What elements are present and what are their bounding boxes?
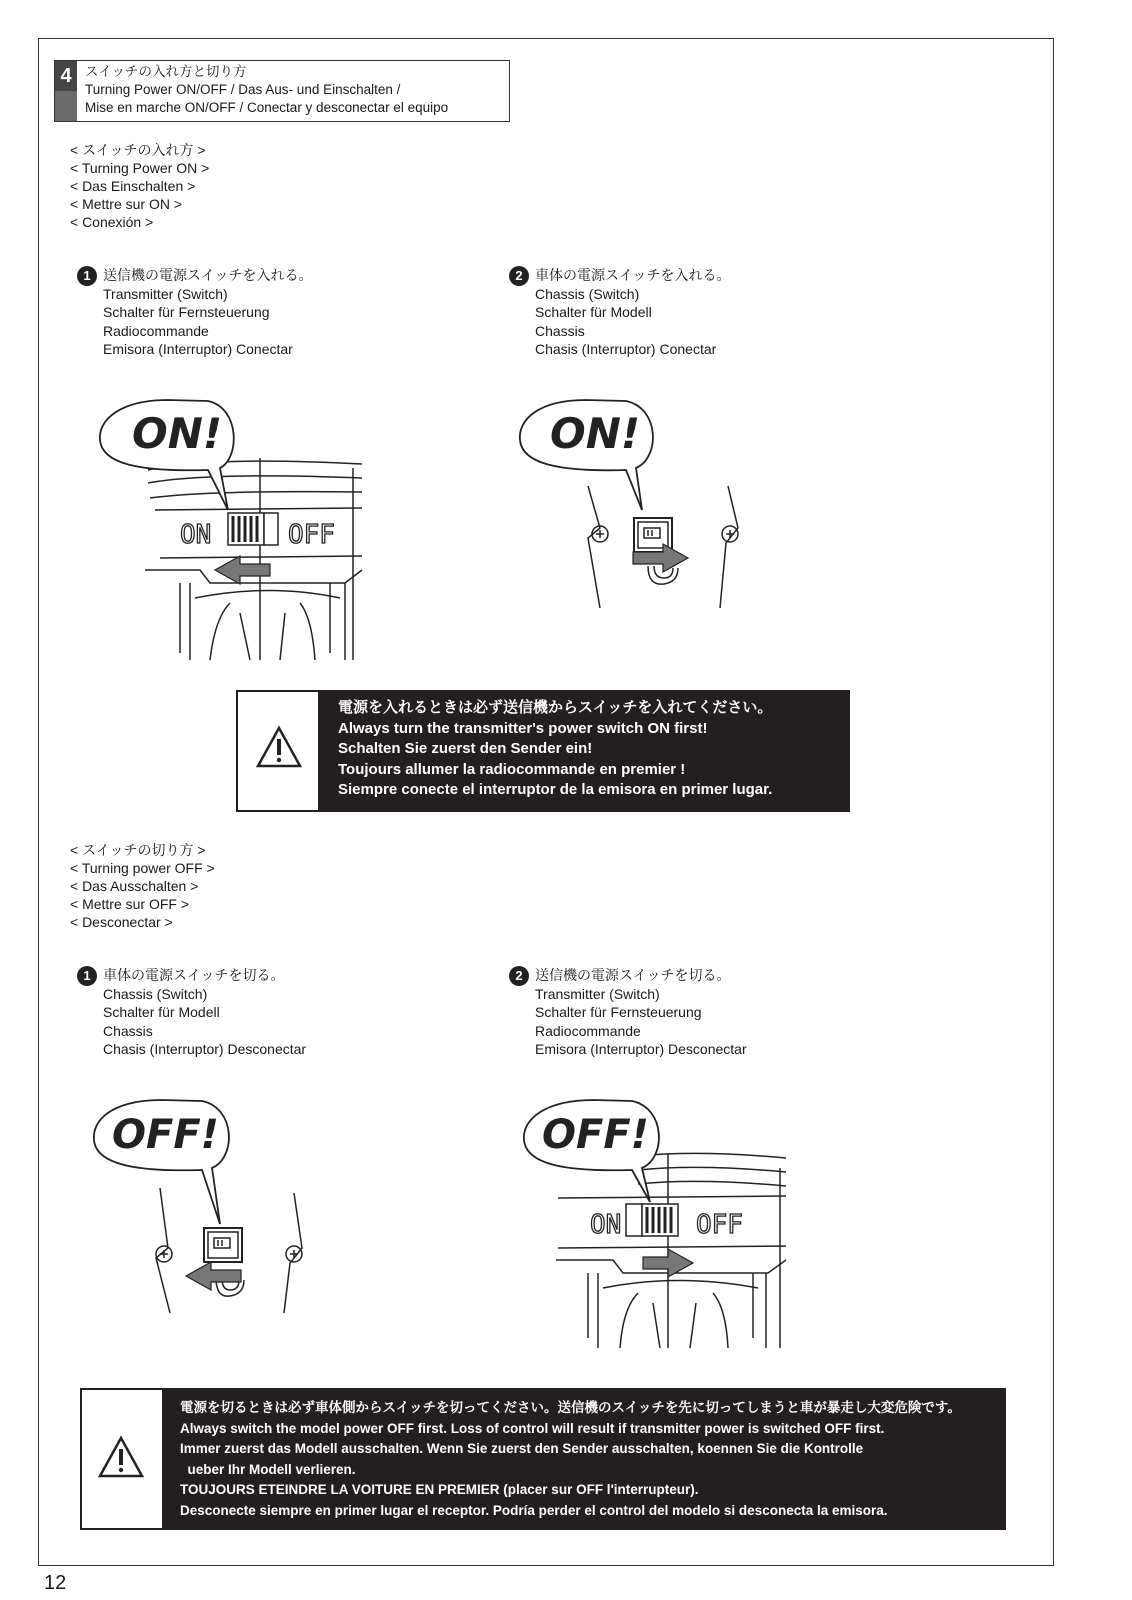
transmitter-switch-on-illustration	[100, 398, 370, 660]
left-arrow-icon	[186, 1262, 241, 1290]
page-number: 12	[44, 1572, 67, 1594]
step-number: 2	[509, 966, 529, 986]
section-header	[54, 60, 510, 122]
warning-triangle-icon	[98, 1436, 144, 1478]
step-number: 2	[509, 266, 529, 286]
bubble-text: OFF!	[542, 1112, 649, 1158]
power-off-step-1: 1 車体の電源スイッチを切る。 Chassis (Switch) Schalter für Modell Chassis Chasis (Interruptor) Desconectar	[103, 966, 306, 1059]
on-label: ON	[590, 1210, 622, 1240]
power-off-step-2: 2 送信機の電源スイッチを切る。 Transmitter (Switch) Schalter für Fernsteuerung Radiocommande Emisora (Interruptor) Desconectar	[535, 966, 747, 1059]
chassis-switch-off-illustration	[98, 1098, 328, 1318]
step-number: 1	[77, 266, 97, 286]
section-title-line3: Mise en marche ON/OFF / Conectar y desconectar el equipo	[85, 100, 449, 115]
power-on-headings: < スイッチの入れ方 > < Turning Power ON > < Das Einschalten > < Mettre sur ON > < Conexión >	[70, 142, 210, 230]
step-number: 1	[77, 966, 97, 986]
bubble-text: ON!	[132, 409, 223, 458]
section-number: 4	[55, 61, 77, 121]
power-off-headings: < スイッチの切り方 > < Turning power OFF > < Das Ausschalten > < Mettre sur OFF > < Desconectar >	[70, 842, 215, 930]
off-label: OFF	[288, 520, 335, 550]
power-on-step-1: 1 送信機の電源スイッチを入れる。 Transmitter (Switch) Schalter für Fernsteuerung Radiocommande Emisora (Interruptor) Conectar	[103, 266, 312, 359]
on-label: ON	[180, 520, 212, 550]
section-title-line2: Turning Power ON/OFF / Das Aus- und Einschalten /	[85, 82, 401, 97]
section-title-ja: スイッチの入れ方と切り方	[85, 64, 247, 79]
warning-power-off: 電源を切るときは必ず車体側からスイッチを切ってください。送信機のスイッチを先に切ってしまうと車が暴走し大変危険です。 Always switch the model power OFF first. Loss of control will result if transmitter power is switched OFF first. Immer zuerst das Modell ausschalten. Wenn Sie zuerst den Sender ausschalten, koennen Sie die Kontrolle ueber Ihr Modell verlieren. TOUJOURS ETEINDRE LA VOITURE EN PREMIER (placer sur OFF l'interrupteur). Desconecte siempre en primer lugar el receptor. Podría perder el control del modelo si desconecta la emisora.	[80, 1388, 1006, 1530]
warning-triangle-icon	[256, 726, 302, 768]
warning-power-on: 電源を入れるときは必ず送信機からスイッチを入れてください。 Always turn the transmitter's power switch ON first! Schalten Sie zuerst den Sender ein! Toujours allumer la radiocommande en premier ! Siempre conecte el interruptor de la emisora en primer lugar.	[236, 690, 850, 812]
chassis-switch-on-illustration	[528, 398, 758, 613]
transmitter-switch-off-illustration	[528, 1098, 788, 1348]
left-arrow-icon	[215, 556, 270, 584]
power-on-step-2: 2 車体の電源スイッチを入れる。 Chassis (Switch) Schalter für Modell Chassis Chasis (Interruptor) Conectar	[535, 266, 730, 359]
off-label: OFF	[696, 1210, 743, 1240]
bubble-text: ON!	[550, 409, 641, 458]
bubble-text: OFF!	[112, 1112, 219, 1158]
